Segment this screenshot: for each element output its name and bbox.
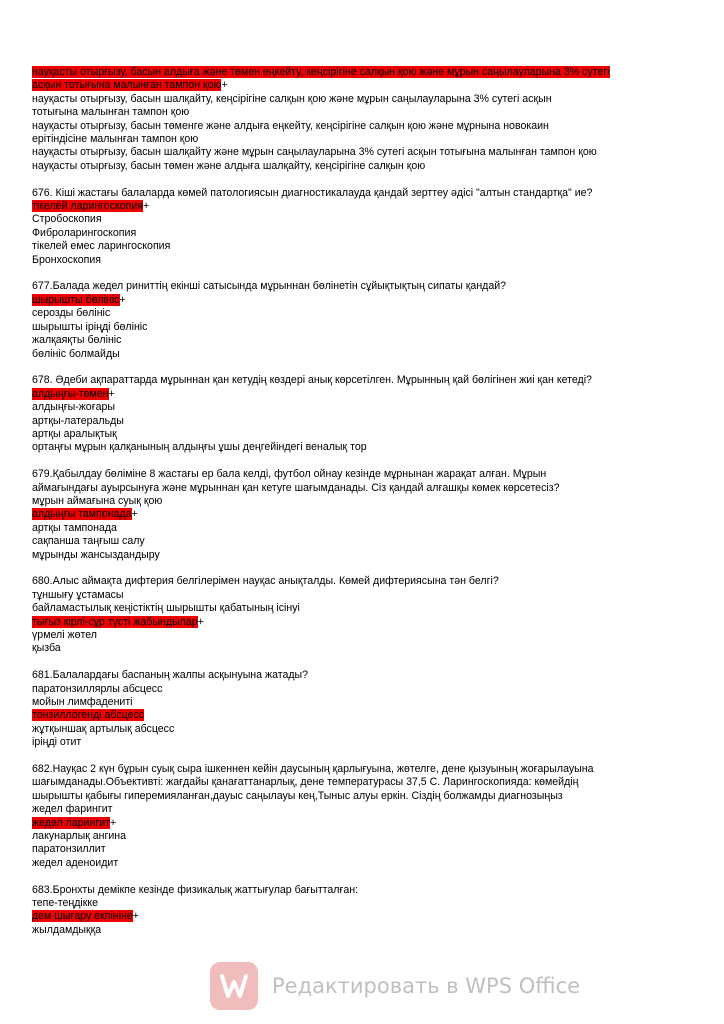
- question-title: 683.Бронхты демікпе кезінде физикалық жаттығулар бағытталған:: [32, 883, 359, 896]
- document-page: [32, 66, 692, 937]
- answer-option: Стробоскопия: [32, 213, 102, 226]
- question-title: 680.Алыс аймақта дифтерия белгілерімен науқас анықталды. Көмей дифтериясына тән белгі?: [32, 575, 499, 588]
- answer-option: жалқаяқты бөлініс: [32, 334, 122, 347]
- answer-option: тікелей емес ларингоскопия: [32, 240, 171, 253]
- answer-option: жылдамдыққа: [32, 923, 102, 936]
- answer-option: науқасты отырғызу, басын төменге және алдыға еңкейту, кеңсірігіне салқын қою және мұрнына новокаин ерітіндісіне малынған тампон қою: [32, 119, 549, 146]
- answer-option: паратонзиллярлы абсцесс: [32, 682, 163, 695]
- answer-option: алдыңғы-жоғары: [32, 401, 115, 414]
- answer-option: сақпанша таңғыш салу: [32, 535, 145, 548]
- answer-option: паратонзиллит: [32, 843, 106, 856]
- answer-option: артқы тампонада: [32, 521, 117, 534]
- answer-option: тұншығу ұстамасы: [32, 588, 124, 601]
- answer-option: артқы аралықтық: [32, 427, 117, 440]
- answer-option: серозды бөлініс: [32, 307, 111, 320]
- question-title: 679.Қабылдау бөліміне 8 жастағы ер бала келді, футбол ойнау кезінде мұрнынан жарақат алған. Мұрын аймағындағы ауырсынуға және мұрыннан қан кетуге шағымданады. Сіз қандай алғашқы көмек көрсетесіз?: [32, 468, 560, 494]
- question-title: 682.Науқас 2 күн бұрын суық сыра ішкеннен кейін даусының қарлығуына, жөтелге, дене қызуының жоғарылауына шағымданады.Объективті: жағдайы қанағаттанарлық, дене температурасы 37,5 С. Ларингоскопияда: көмейдің шырышты қабығы гиперемияланған,дауыс саңылауы кең,Тыныс алуы еркін. Сіздің болжамды диагнозыңыз: [32, 763, 594, 802]
- correct-marker: +: [143, 200, 150, 213]
- answer-option: артқы-латеральды: [32, 414, 124, 427]
- correct-answer-option: алдыңғы-төмен+: [32, 387, 115, 400]
- question-title: 681.Балалардағы баспаның жалпы асқынуына жатады?: [32, 669, 309, 682]
- answer-option: мұрынды жансыздандыру: [32, 548, 160, 561]
- answer-option: науқасты отырғызу, басын шалқайту және мұрын саңылауларына 3% сутегі асқын тотығына малынған тампон қою: [32, 146, 597, 159]
- correct-answer-option: жедел ларингит+: [32, 816, 117, 829]
- answer-option: жұтқыншақ артылық абсцесс: [32, 722, 175, 735]
- correct-marker: +: [108, 387, 115, 400]
- correct-marker: +: [131, 508, 138, 521]
- answer-option: үрмелі жөтел: [32, 628, 97, 641]
- answer-option: жедел фарингит: [32, 803, 113, 816]
- question-block: [32, 187, 692, 267]
- answer-option: бөлініс болмайды: [32, 347, 120, 360]
- answer-option: шырышты іріңді бөлініс: [32, 320, 148, 333]
- correct-marker: +: [109, 816, 117, 829]
- correct-answer-option: тығыз кірлі-сұр түсті жабындылар+: [32, 615, 204, 628]
- question-block: [32, 280, 692, 360]
- question-title: 676. Кіші жастағы балаларда көмей патологиясын диагностикалауда қандай зерттеу әдісі "алтын стандартқа" ие?: [32, 186, 593, 199]
- answer-option: науқасты отырғызу, басын төмен және алдыға шалқайту, кеңсірігіне салқын қою: [32, 159, 426, 172]
- answer-option: ортаңғы мұрын қалқанының алдыңғы ұшы деңгейіндегі веналық тор: [32, 441, 367, 454]
- correct-marker: +: [132, 910, 139, 923]
- answer-option: мұрын аймағына суық қою: [32, 494, 163, 507]
- question-block: [32, 468, 692, 562]
- answer-option: Фиброларингоскопия: [32, 226, 137, 239]
- question-block: [32, 884, 692, 938]
- correct-marker: +: [119, 293, 126, 306]
- answer-option: науқасты отырғызу, басын шалқайту, кеңсірігіне салқын қою және мұрын саңылауларына 3% сутегі асқын тотығына малынған тампон қою: [32, 92, 552, 119]
- wps-edit-banner[interactable]: [210, 962, 580, 1010]
- question-block: [32, 763, 692, 870]
- question-block: [32, 669, 692, 749]
- answer-option: мойын лимфадениті: [32, 696, 133, 708]
- answer-option: қызба: [32, 642, 61, 655]
- answer-option: Бронхоскопия: [32, 253, 101, 266]
- answer-option: байламастылық кеңістіктің шырышты қабатының ісінуі: [32, 602, 300, 615]
- correct-answer-option: тікелей ларингоскопия+: [32, 200, 150, 213]
- question-title: 678. Әдеби ақпараттарда мұрыннан қан кетудің көздері анық көрсетілген. Мұрынның қай бөлігінен жиі қан кетеді?: [32, 374, 592, 387]
- correct-marker: +: [197, 615, 204, 628]
- question-block: [32, 374, 692, 454]
- question-title: 677.Балада жедел риниттің екінші сатысында мұрыннан бөлінетін сұйықтықтың сипаты қандай?: [32, 280, 507, 293]
- answer-option: жедел аденоидит: [32, 856, 119, 869]
- correct-answer-option: тонзиллогенді абсцесс: [32, 709, 145, 722]
- answer-option: тепе-теңдікке: [32, 897, 99, 910]
- answer-option: лакунарлық ангина: [32, 830, 127, 843]
- question-block: [32, 575, 692, 655]
- correct-marker: +: [221, 79, 228, 92]
- correct-answer-option: шырышты бөлініс+: [32, 293, 126, 306]
- question-block: [32, 66, 692, 173]
- correct-answer-option: науқасты отырғызу, басын алдыға және төмен еңкейту, кеңсірігіне салқын қою және мұрын саңылауларына 3% сутегі асқын тотығына малынған тампон қою+: [32, 66, 610, 92]
- wps-logo-icon: [210, 962, 258, 1010]
- wps-edit-label: Редактировать в WPS Office: [272, 974, 581, 998]
- answer-option: іріңді отит: [32, 736, 82, 749]
- correct-answer-option: дем шығару екпініне+: [32, 910, 139, 923]
- correct-answer-option: алдыңғы тампонада+: [32, 508, 138, 521]
